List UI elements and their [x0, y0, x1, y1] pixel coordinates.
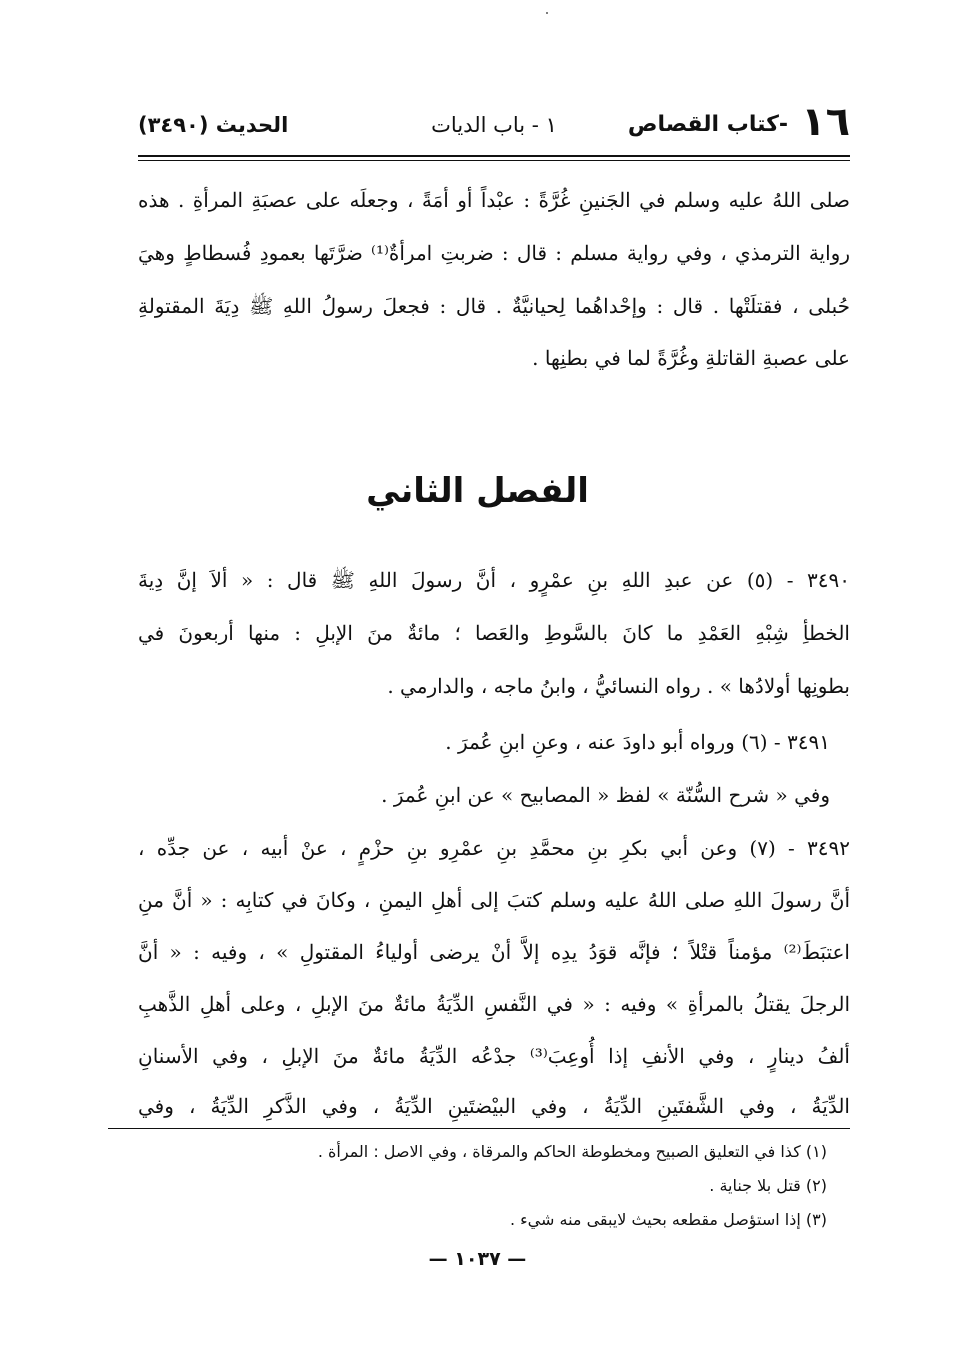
scan-speck	[546, 12, 548, 14]
hadith-3492	[138, 826, 850, 1116]
hadith-3491-line: ٣٤٩١ - (٦) ورواه أبو داودَ عنه ، وعنِ ابنِ عُمرَ .	[445, 730, 830, 754]
sharh-sunna-line: وفي « شرح السُّنّة » لفظ « المصابيح » عن ابنِ عُمرَ .	[381, 783, 830, 807]
hadith-3490-line-2: الخطأِ شِبْهِ العَمْدِ ما كانَ بالسَّوطِ والعَصا ؛ مائةٌ منَ الإبلِ : منها أربعونَ في	[138, 621, 850, 645]
section-title: الفصل الثاني	[366, 471, 589, 511]
header-page-number: ١٦	[801, 99, 850, 145]
footnote-rule	[108, 1128, 850, 1129]
header-hadith-ref: الحديث (٣٤٩٠)	[138, 113, 289, 137]
intro-line-1: صلى اللهُ عليه وسلم في الجَنينِ غُرَّةً : عبْداً أو أمَةً ، وجعلَه على عصبَةِ المرأةِ . هذه	[138, 188, 850, 212]
header-chapter: ١ - باب الديات	[431, 113, 557, 137]
intro-line-4: على عصبةِ القاتلةِ وغُرَّةً لما في بطنِها .	[532, 346, 850, 370]
hadith-3490	[138, 558, 850, 718]
hadith-3492-line-4: الرجلَ يقتلُ بالمرأةِ » وفيه : « في النَّفسِ الدِّيَةُ مائةٌ منَ الإبلِ ، وعلى أهلِ الذَّهبِ	[138, 992, 850, 1016]
running-header	[138, 99, 850, 152]
footnote-3: (٣) إذا استؤصل مقطعه بحيث لايبقى منه شيء .	[509, 1210, 827, 1229]
hadith-3491	[138, 720, 850, 764]
hadith-3492-line-3: اعتبَطَ⁽²⁾ مؤمناً قتْلاً ؛ فإنَّه قوَدُ يدِه إلاَّ أنْ يرضى أولياءُ المقتولِ » ، وفيه : « أنَّ	[138, 940, 850, 964]
intro-paragraph	[138, 178, 850, 370]
hadith-3492-line-5: ألفُ دينارٍ ، وفي الأنفِ إذا أُوعِبَ⁽³⁾ جدْعُه الدِّيَةُ مائةٌ منَ الإبلِ ، وفي الأسنانِ	[138, 1044, 850, 1068]
hadith-3492-line-6: الدِّيَةُ ، وفي الشَّفتَينِ الدِّيَةُ ، وفي البيْضتَينِ الدِّيَةُ ، وفي الذَّكرِ الدِّيَةُ ، وفي	[138, 1094, 850, 1118]
hadith-3490-line-3: بطونِها أولادُها » . رواه النسائيُّ ، وابنُ ماجه ، والدارمي .	[387, 674, 850, 698]
hadith-3490-line-1: ٣٤٩٠ - (٥) عن عبدِ اللهِ بنِ عمْرٍو ، أنَّ رسولَ اللهِ ﷺ قال : « ألاَ إنَّ دِيةَ	[138, 568, 850, 592]
header-rule-thin	[138, 160, 850, 161]
page-footer-number: — ١٠٣٧ —	[428, 1248, 527, 1270]
intro-line-3: حُبلى ، فقتلَتْها . قال : وإحْداهُما لِحيانيَّةٌ . قال : فجعلَ رسولُ اللهِ ﷺ دِيَةَ المقتولةِ	[138, 294, 850, 318]
intro-line-2: رواية الترمذي ، وفي رواية مسلم : قال : ضربتِ امرأةٌ⁽¹⁾ ضرَّتَها بعمودِ فُسطاطٍ وهيَ	[138, 241, 850, 265]
sharh-sunna-note	[138, 773, 850, 817]
header-rule-thick	[138, 155, 850, 157]
footnotes	[127, 1135, 827, 1237]
hadith-3492-line-1: ٣٤٩٢ - (٧) وعن أبي بكرِ بنِ محمَّدِ بنِ عمْرِو بنِ حزْمٍ ، عنْ أبيه ، عن جدِّه ،	[138, 836, 850, 860]
footnote-2: (٢) قتل بلا جناية .	[709, 1176, 827, 1195]
footnote-1: (١) كذا في التعليق الصبيح ومخطوطة الحاكم والمرقاة ، وفي الاصل : المرأة .	[317, 1142, 827, 1161]
hadith-3492-line-2: أنَّ رسولَ اللهِ صلى اللهُ عليه وسلم كتبَ إلى أهلِ اليمنِ ، وكانَ في كتابِه : « أنَّ منِ	[138, 888, 850, 912]
header-book-title: -كتاب القصاص	[627, 112, 788, 137]
